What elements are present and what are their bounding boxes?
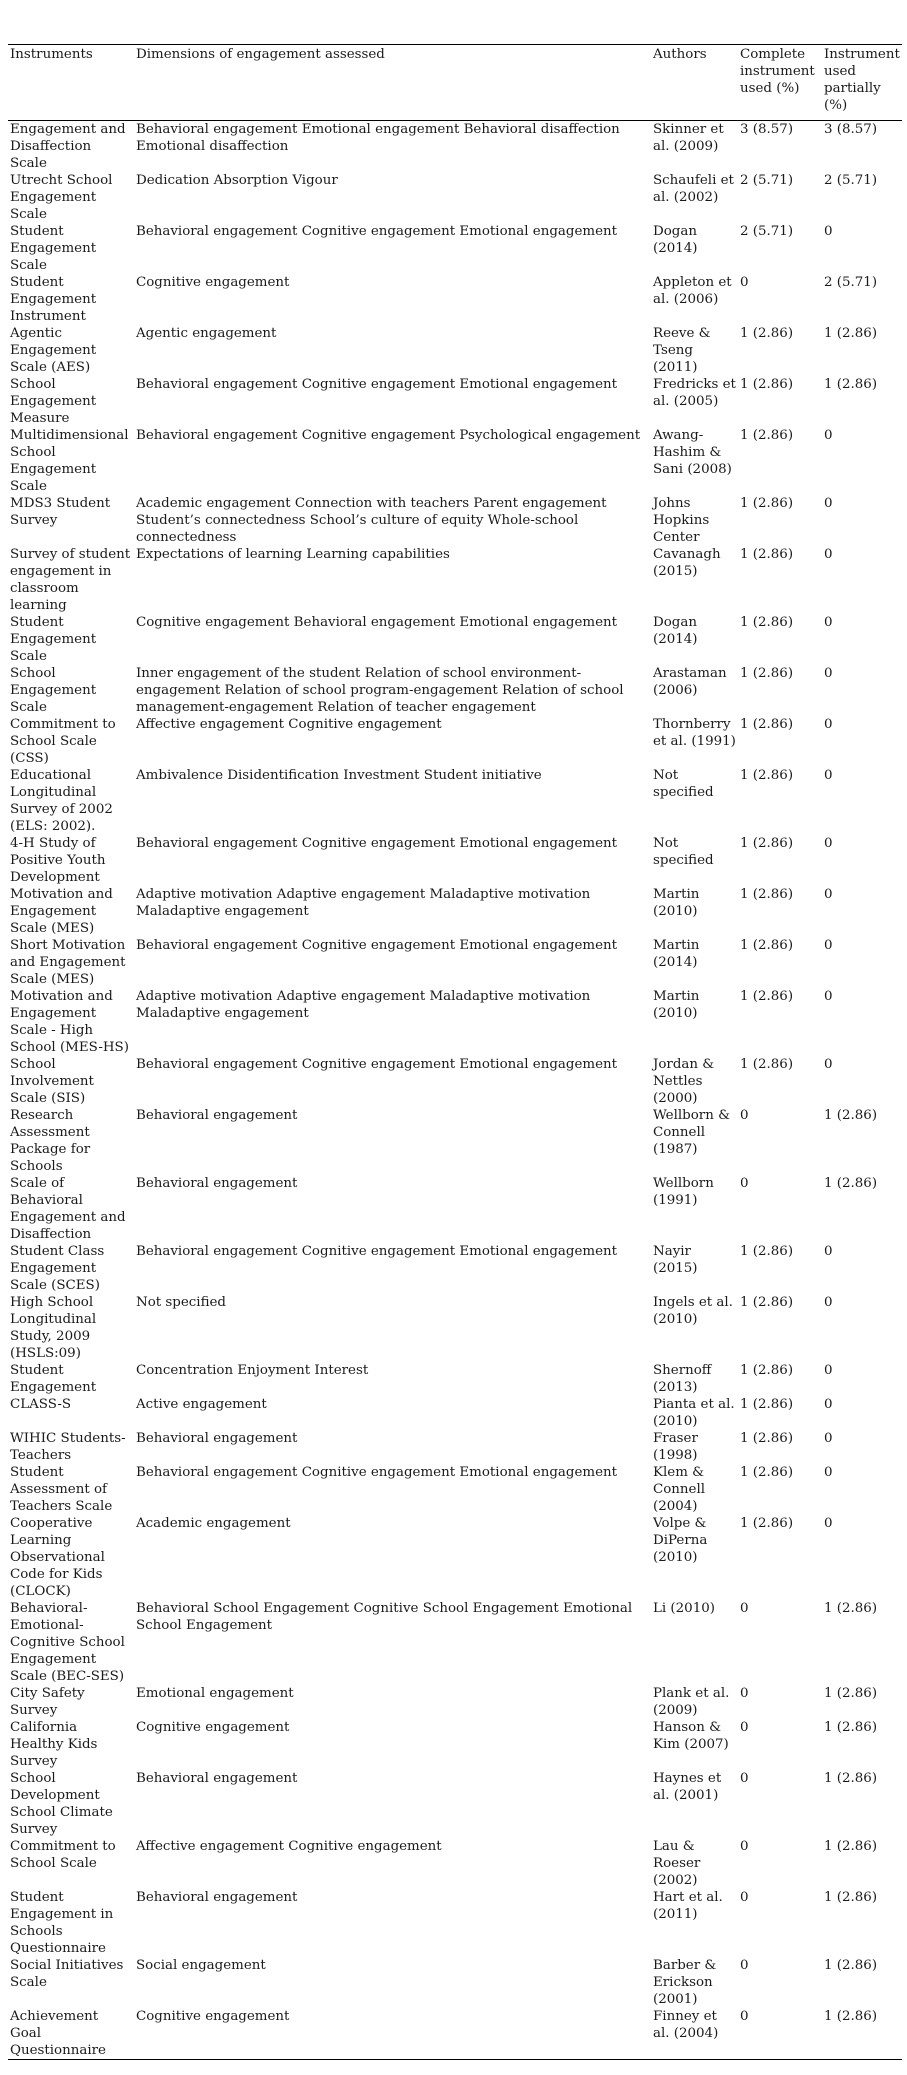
cell-authors: Fraser (1998)	[653, 1431, 698, 1463]
cell-instrument: 4-H Study of Positive Youth Development	[10, 836, 106, 885]
cell-complete-used: 1 (2.86)	[740, 1057, 794, 1072]
cell-complete-used: 1 (2.86)	[740, 938, 794, 953]
cell-authors: Not specified	[653, 836, 714, 868]
cell-complete-used: 1 (2.86)	[740, 989, 794, 1004]
cell-partially-used: 0	[824, 224, 833, 239]
table-row	[8, 1243, 902, 1294]
cell-dimensions: Cognitive engagement	[136, 275, 290, 290]
cell-instrument: Short Motivation and Engagement Scale (MES)	[10, 938, 126, 987]
cell-instrument: Motivation and Engagement Scale (MES)	[10, 887, 113, 936]
cell-authors: Dogan (2014)	[653, 615, 698, 647]
cell-instrument: Agentic Engagement Scale (AES)	[10, 326, 97, 375]
cell-authors: Skinner et al. (2009)	[653, 122, 724, 154]
table-row	[8, 1515, 902, 1600]
cell-dimensions: Behavioral engagement	[136, 1108, 298, 1123]
cell-instrument: Commitment to School Scale (CSS)	[10, 717, 116, 766]
cell-dimensions: Concentration Enjoyment Interest	[136, 1363, 369, 1378]
cell-dimensions: Cognitive engagement Behavioral engagement Emotional engagement	[136, 615, 618, 630]
table-row	[8, 886, 902, 937]
cell-instrument: Multidimensional School Engagement Scale	[10, 428, 129, 494]
cell-dimensions: Affective engagement Cognitive engagement	[136, 1839, 442, 1854]
cell-partially-used: 0	[824, 1397, 833, 1412]
cell-partially-used: 0	[824, 1363, 833, 1378]
cell-complete-used: 1 (2.86)	[740, 1431, 794, 1446]
table-row	[8, 1889, 902, 1957]
cell-authors: Thornberry et al. (1991)	[653, 717, 736, 749]
cell-instrument: Student Assessment of Teachers Scale	[10, 1465, 113, 1514]
cell-instrument: Student Engagement Scale	[10, 615, 97, 664]
cell-partially-used: 0	[824, 428, 833, 443]
cell-dimensions: Cognitive engagement	[136, 2009, 290, 2024]
cell-authors: Martin (2010)	[653, 887, 700, 919]
table-row	[8, 1294, 902, 1362]
table-row	[8, 716, 902, 767]
cell-partially-used: 1 (2.86)	[824, 2009, 878, 2024]
cell-instrument: Student Engagement Scale	[10, 224, 97, 273]
cell-instrument: Cooperative Learning Observational Code for Kids (CLOCK)	[10, 1516, 105, 1599]
cell-partially-used: 1 (2.86)	[824, 1108, 878, 1123]
table-body	[8, 121, 902, 2060]
cell-instrument: School Involvement Scale (SIS)	[10, 1057, 94, 1106]
cell-instrument: Utrecht School Engagement Scale	[10, 173, 113, 222]
cell-instrument: School Engagement Measure	[10, 377, 97, 426]
cell-authors: Appleton et al. (2006)	[653, 275, 732, 307]
cell-partially-used: 0	[824, 768, 833, 783]
header-complete-used: Complete instrument used (%)	[740, 47, 815, 96]
table-row	[8, 1362, 902, 1396]
cell-partially-used: 0	[824, 666, 833, 681]
cell-partially-used: 0	[824, 989, 833, 1004]
table-row	[8, 495, 902, 546]
cell-complete-used: 0	[740, 1601, 749, 1616]
cell-complete-used: 0	[740, 1958, 749, 1973]
instruments-table	[8, 44, 902, 2060]
cell-partially-used: 0	[824, 717, 833, 732]
cell-partially-used: 1 (2.86)	[824, 1720, 878, 1735]
cell-complete-used: 0	[740, 1176, 749, 1191]
header-authors: Authors	[653, 47, 707, 62]
table-row	[8, 835, 902, 886]
cell-dimensions: Active engagement	[136, 1397, 267, 1412]
cell-dimensions: Academic engagement Connection with teachers Parent engagement Student’s connectedness School’s culture of equity Whole-school connectedness	[136, 496, 607, 545]
cell-dimensions: Social engagement	[136, 1958, 266, 1973]
cell-instrument: School Engagement Scale	[10, 666, 97, 715]
cell-instrument: Student Engagement in Schools Questionnaire	[10, 1890, 114, 1956]
cell-authors: Jordan & Nettles (2000)	[653, 1057, 715, 1106]
table-row	[8, 2008, 902, 2060]
cell-complete-used: 1 (2.86)	[740, 428, 794, 443]
table-row	[8, 1430, 902, 1464]
cell-partially-used: 2 (5.71)	[824, 275, 878, 290]
cell-partially-used: 0	[824, 496, 833, 511]
table-row	[8, 1685, 902, 1719]
cell-partially-used: 2 (5.71)	[824, 173, 878, 188]
table-row	[8, 665, 902, 716]
cell-dimensions: Behavioral engagement	[136, 1431, 298, 1446]
cell-instrument: Educational Longitudinal Survey of 2002 (ELS: 2002).	[10, 768, 113, 834]
cell-partially-used: 0	[824, 1244, 833, 1259]
cell-instrument: Scale of Behavioral Engagement and Disaffection	[10, 1176, 126, 1242]
cell-dimensions: Behavioral engagement	[136, 1176, 298, 1191]
cell-authors: Wellborn & Connell (1987)	[653, 1108, 730, 1157]
cell-dimensions: Inner engagement of the student Relation of school environment-engagement Relation of school program-engagement Relation of school management-engagement Relation of teacher engagement	[136, 666, 624, 715]
cell-complete-used: 2 (5.71)	[740, 173, 794, 188]
cell-authors: Finney et al. (2004)	[653, 2009, 719, 2041]
cell-authors: Barber & Erickson (2001)	[653, 1958, 717, 2007]
cell-complete-used: 1 (2.86)	[740, 377, 794, 392]
cell-authors: Hart et al. (2011)	[653, 1890, 723, 1922]
cell-partially-used: 1 (2.86)	[824, 1686, 878, 1701]
cell-partially-used: 1 (2.86)	[824, 1958, 878, 1973]
table-row	[8, 376, 902, 427]
table-row	[8, 988, 902, 1056]
cell-complete-used: 1 (2.86)	[740, 547, 794, 562]
cell-dimensions: Ambivalence Disidentification Investment Student initiative	[136, 768, 542, 783]
table-row	[8, 223, 902, 274]
cell-instrument: Motivation and Engagement Scale - High School (MES-HS)	[10, 989, 129, 1055]
cell-instrument: City Safety Survey	[10, 1686, 85, 1718]
cell-dimensions: Adaptive motivation Adaptive engagement Maladaptive motivation Maladaptive engagement	[136, 887, 591, 919]
cell-partially-used: 0	[824, 615, 833, 630]
cell-dimensions: Adaptive motivation Adaptive engagement Maladaptive motivation Maladaptive engagement	[136, 989, 591, 1021]
cell-instrument: Student Class Engagement Scale (SCES)	[10, 1244, 105, 1293]
cell-partially-used: 0	[824, 547, 833, 562]
table-header	[8, 45, 902, 121]
cell-partially-used: 3 (8.57)	[824, 122, 878, 137]
cell-partially-used: 1 (2.86)	[824, 1601, 878, 1616]
cell-dimensions: Behavioral engagement Cognitive engagement Emotional engagement	[136, 1244, 618, 1259]
cell-partially-used: 1 (2.86)	[824, 1771, 878, 1786]
cell-instrument: Achievement Goal Questionnaire	[10, 2009, 106, 2058]
cell-complete-used: 1 (2.86)	[740, 1465, 794, 1480]
header-instruments: Instruments	[10, 47, 93, 62]
cell-complete-used: 0	[740, 275, 749, 290]
cell-dimensions: Behavioral engagement Cognitive engagement Emotional engagement	[136, 1057, 618, 1072]
cell-complete-used: 1 (2.86)	[740, 836, 794, 851]
cell-partially-used: 0	[824, 1431, 833, 1446]
table-row	[8, 172, 902, 223]
cell-instrument: Social Initiatives Scale	[10, 1958, 124, 1990]
cell-dimensions: Affective engagement Cognitive engagement	[136, 717, 442, 732]
table-row	[8, 1770, 902, 1838]
cell-dimensions: Academic engagement	[136, 1516, 291, 1531]
cell-authors: Schaufeli et al. (2002)	[653, 173, 734, 205]
cell-complete-used: 1 (2.86)	[740, 1244, 794, 1259]
cell-partially-used: 0	[824, 938, 833, 953]
cell-dimensions: Behavioral engagement Emotional engagement Behavioral disaffection Emotional disaffection	[136, 122, 620, 154]
cell-complete-used: 1 (2.86)	[740, 1295, 794, 1310]
cell-instrument: Student Engagement Instrument	[10, 275, 97, 324]
cell-partially-used: 1 (2.86)	[824, 326, 878, 341]
cell-partially-used: 0	[824, 836, 833, 851]
cell-authors: Not specified	[653, 768, 714, 800]
cell-authors: Shernoff (2013)	[653, 1363, 712, 1395]
cell-dimensions: Behavioral engagement Cognitive engagement Emotional engagement	[136, 836, 618, 851]
cell-authors: Hanson & Kim (2007)	[653, 1720, 729, 1752]
table-row	[8, 614, 902, 665]
cell-complete-used: 0	[740, 1890, 749, 1905]
cell-dimensions: Behavioral engagement	[136, 1890, 298, 1905]
header-partially-used: Instrument used partially (%)	[824, 47, 900, 113]
cell-partially-used: 1 (2.86)	[824, 1176, 878, 1191]
cell-complete-used: 1 (2.86)	[740, 666, 794, 681]
table-row	[8, 1838, 902, 1889]
cell-authors: Fredricks et al. (2005)	[653, 377, 736, 409]
cell-instrument: Behavioral-Emotional-Cognitive School Engagement Scale (BEC-SES)	[10, 1601, 125, 1684]
cell-instrument: WIHIC Students-Teachers	[10, 1431, 126, 1463]
cell-authors: Johns Hopkins Center	[653, 496, 710, 545]
cell-instrument: Survey of student engagement in classroom learning	[10, 547, 131, 613]
cell-authors: Li (2010)	[653, 1601, 715, 1616]
cell-instrument: High School Longitudinal Study, 2009 (HSLS:09)	[10, 1295, 97, 1361]
cell-authors: Volpe & DiPerna (2010)	[653, 1516, 708, 1565]
table-row	[8, 121, 902, 173]
table-row	[8, 546, 902, 614]
header-row	[8, 45, 902, 121]
cell-complete-used: 0	[740, 2009, 749, 2024]
cell-dimensions: Behavioral engagement Cognitive engagement Emotional engagement	[136, 224, 618, 239]
table-row	[8, 1107, 902, 1175]
table-row	[8, 427, 902, 495]
table-row	[8, 1957, 902, 2008]
cell-authors: Ingels et al. (2010)	[653, 1295, 733, 1327]
cell-authors: Reeve & Tseng (2011)	[653, 326, 711, 375]
cell-authors: Arastaman (2006)	[653, 666, 727, 698]
table-row	[8, 1056, 902, 1107]
cell-dimensions: Behavioral engagement Cognitive engagement Emotional engagement	[136, 1465, 618, 1480]
cell-complete-used: 3 (8.57)	[740, 122, 794, 137]
cell-complete-used: 1 (2.86)	[740, 326, 794, 341]
cell-complete-used: 0	[740, 1108, 749, 1123]
cell-complete-used: 1 (2.86)	[740, 615, 794, 630]
cell-complete-used: 0	[740, 1771, 749, 1786]
cell-partially-used: 0	[824, 1295, 833, 1310]
cell-dimensions: Behavioral engagement	[136, 1771, 298, 1786]
cell-authors: Nayir (2015)	[653, 1244, 698, 1276]
cell-authors: Martin (2014)	[653, 938, 700, 970]
cell-dimensions: Expectations of learning Learning capabilities	[136, 547, 450, 562]
table-row	[8, 1719, 902, 1770]
cell-instrument: Research Assessment Package for Schools	[10, 1108, 91, 1174]
cell-authors: Pianta et al. (2010)	[653, 1397, 735, 1429]
cell-partially-used: 1 (2.86)	[824, 377, 878, 392]
cell-complete-used: 1 (2.86)	[740, 1363, 794, 1378]
cell-complete-used: 1 (2.86)	[740, 1397, 794, 1412]
cell-complete-used: 1 (2.86)	[740, 887, 794, 902]
table-row	[8, 1396, 902, 1430]
cell-dimensions: Behavioral School Engagement Cognitive School Engagement Emotional School Engagement	[136, 1601, 633, 1633]
cell-partially-used: 0	[824, 1516, 833, 1531]
cell-complete-used: 0	[740, 1839, 749, 1854]
cell-dimensions: Dedication Absorption Vigour	[136, 173, 338, 188]
cell-partially-used: 1 (2.86)	[824, 1890, 878, 1905]
header-dimensions: Dimensions of engagement assessed	[136, 47, 385, 62]
cell-partially-used: 1 (2.86)	[824, 1839, 878, 1854]
cell-dimensions: Behavioral engagement Cognitive engagement Psychological engagement	[136, 428, 641, 443]
cell-complete-used: 1 (2.86)	[740, 768, 794, 783]
cell-authors: Martin (2010)	[653, 989, 700, 1021]
cell-complete-used: 0	[740, 1720, 749, 1735]
table-row	[8, 767, 902, 835]
cell-instrument: CLASS-S	[10, 1397, 72, 1412]
cell-instrument: Student Engagement	[10, 1363, 97, 1395]
cell-instrument: MDS3 Student Survey	[10, 496, 111, 528]
cell-complete-used: 1 (2.86)	[740, 1516, 794, 1531]
cell-partially-used: 0	[824, 1465, 833, 1480]
cell-partially-used: 0	[824, 887, 833, 902]
cell-complete-used: 2 (5.71)	[740, 224, 794, 239]
cell-complete-used: 1 (2.86)	[740, 496, 794, 511]
cell-authors: Klem & Connell (2004)	[653, 1465, 706, 1514]
cell-instrument: School Development School Climate Survey	[10, 1771, 113, 1837]
table-row	[8, 325, 902, 376]
cell-authors: Cavanagh (2015)	[653, 547, 721, 579]
table-row	[8, 274, 902, 325]
cell-partially-used: 0	[824, 1057, 833, 1072]
cell-complete-used: 0	[740, 1686, 749, 1701]
instruments-table-container	[8, 44, 902, 2060]
cell-complete-used: 1 (2.86)	[740, 717, 794, 732]
cell-dimensions: Agentic engagement	[136, 326, 277, 341]
table-row	[8, 1175, 902, 1243]
cell-instrument: Commitment to School Scale	[10, 1839, 116, 1871]
cell-dimensions: Not specified	[136, 1295, 226, 1310]
cell-authors: Haynes et al. (2001)	[653, 1771, 722, 1803]
cell-dimensions: Cognitive engagement	[136, 1720, 290, 1735]
cell-authors: Awang-Hashim & Sani (2008)	[653, 428, 732, 477]
table-row	[8, 1600, 902, 1685]
cell-dimensions: Behavioral engagement Cognitive engagement Emotional engagement	[136, 377, 618, 392]
cell-dimensions: Emotional engagement	[136, 1686, 294, 1701]
table-row	[8, 937, 902, 988]
cell-authors: Dogan (2014)	[653, 224, 698, 256]
cell-dimensions: Behavioral engagement Cognitive engagement Emotional engagement	[136, 938, 618, 953]
table-row	[8, 1464, 902, 1515]
cell-instrument: Engagement and Disaffection Scale	[10, 122, 126, 171]
cell-authors: Plank et al. (2009)	[653, 1686, 730, 1718]
cell-instrument: California Healthy Kids Survey	[10, 1720, 98, 1769]
cell-authors: Lau & Roeser (2002)	[653, 1839, 701, 1888]
cell-authors: Wellborn (1991)	[653, 1176, 714, 1208]
